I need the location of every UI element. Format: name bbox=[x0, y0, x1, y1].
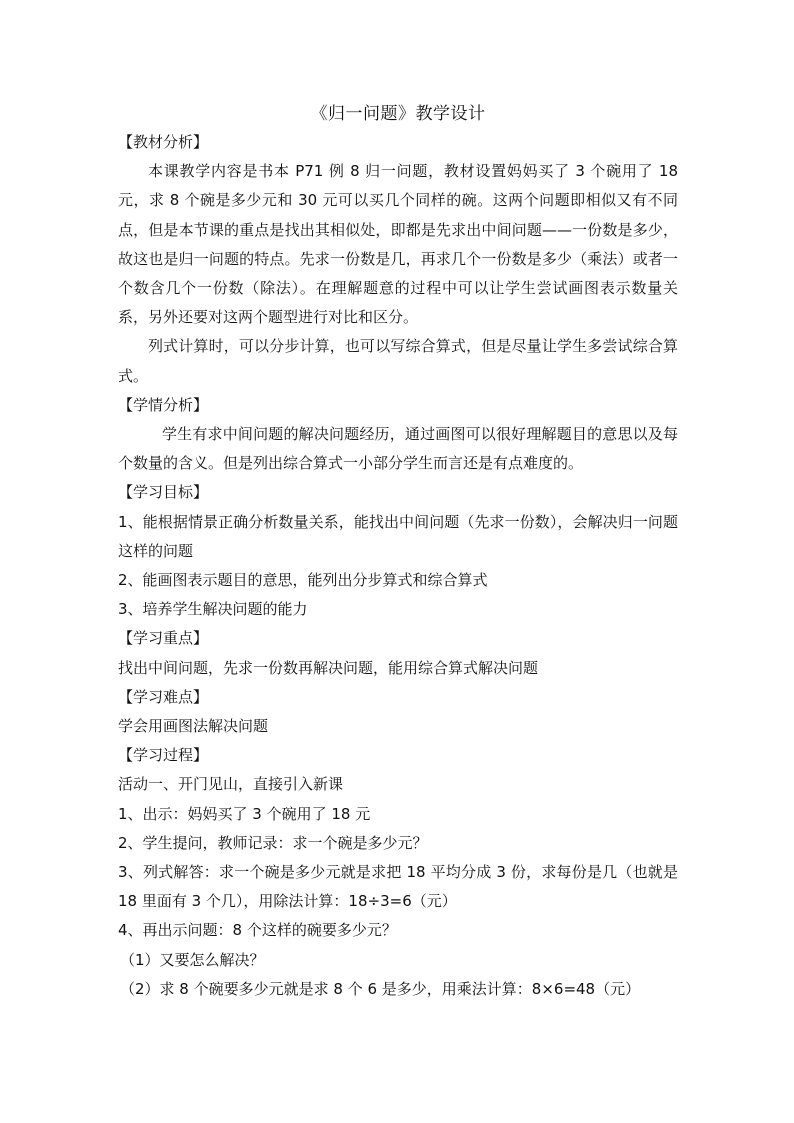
document-title: 《归一问题》教学设计 bbox=[310, 104, 486, 124]
list-item: 3、培养学生解决问题的能力 bbox=[118, 600, 308, 619]
list-item: 3、列式解答：求一个碗是多少元就是求把 18 平均分成 3 份，求每份是几（也就是 18 里面有 3 个几），用除法计算：18÷3=6（元） bbox=[118, 863, 678, 911]
section-heading-key-points: 【学习重点】 bbox=[118, 629, 209, 648]
list-item: （2）求 8 个碗要多少元就是求 8 个 6 是多少，用乘法计算：8×6=48（元） bbox=[120, 979, 641, 998]
section-heading-student-analysis: 【学情分析】 bbox=[118, 395, 209, 414]
list-item: （1）又要怎么解决？ bbox=[120, 950, 265, 969]
list-item: 活动一、开门见山，直接引入新课 bbox=[118, 775, 344, 794]
list-item: 学会用画图法解决问题 bbox=[118, 717, 269, 736]
paragraph: 本课教学内容是书本 P71 例 8 归一问题，教材设置妈妈买了 3 个碗用了 18 元，求 8 个碗是多少元和 30 元可以买几个同样的碗。这两个问题即相似又有不同点，但是本节课的重点是找出其相似处，即都是先求出中间问题——一份数是多少，故这也是归一问题的特点。先求一份数是几，再求几个一份数是多少（乘法）或者一个数含几个一份数（除法）。在理解题意的过程中可以让学生尝试画图表示数量关系，另外还要对这两个题型进行对比和区分。 bbox=[118, 162, 678, 327]
list-item: 1、出示：妈妈买了 3 个碗用了 18 元 bbox=[118, 804, 371, 823]
document-page bbox=[118, 100, 678, 1004]
section-heading-difficulties: 【学习难点】 bbox=[118, 687, 209, 706]
section-heading-process: 【学习过程】 bbox=[118, 746, 209, 765]
section-heading-learning-goals: 【学习目标】 bbox=[118, 483, 209, 502]
list-item: 1、能根据情景正确分析数量关系，能找出中间问题（先求一份数），会解决归一问题这样的问题 bbox=[118, 512, 678, 560]
list-item: 2、学生提问，教师记录：求一个碗是多少元？ bbox=[118, 833, 428, 852]
list-item: 4、再出示问题：8 个这样的碗要多少元？ bbox=[118, 921, 397, 940]
list-item: 2、能画图表示题目的意思，能列出分步算式和综合算式 bbox=[118, 571, 488, 590]
list-item: 找出中间问题，先求一份数再解决问题，能用综合算式解决问题 bbox=[118, 658, 539, 677]
section-heading-textbook-analysis: 【教材分析】 bbox=[118, 133, 209, 151]
paragraph: 列式计算时，可以分步计算，也可以写综合算式，但是尽量让学生多尝试综合算式。 bbox=[118, 337, 678, 385]
paragraph: 学生有求中间问题的解决问题经历，通过画图可以很好理解题目的意思以及每个数量的含义。但是列出综合算式一小部分学生而言还是有点难度的。 bbox=[118, 425, 678, 473]
